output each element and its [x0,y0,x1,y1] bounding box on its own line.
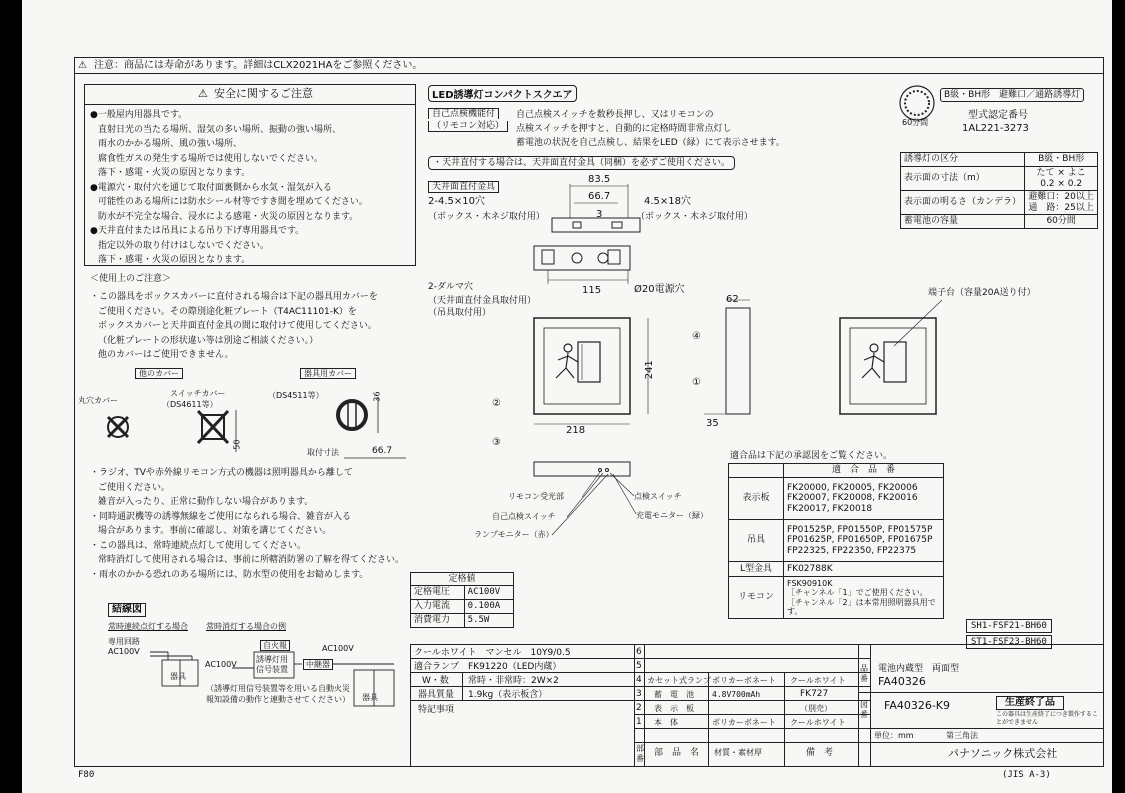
part-note: クールホワイト [790,676,846,685]
row-num: 4 [636,675,642,685]
fixture-rear [840,318,936,414]
wcount-value: 常時・非常時：2W×2 [468,676,559,686]
col-head-partno: 部番 [636,744,644,763]
ref-number-2: ST1-FSF23-BH60 [966,635,1052,649]
safety-line: 直射日光の当たる場所、湿気の多い場所、振動の強い場所、 [98,124,342,135]
daruma-label: 2-ダルマ穴 [428,282,473,292]
wiring-fixture-2: 器具 [362,693,378,702]
usage-line: ボックスカバーと天井面直付金具の間に取付けて使用してください。 [98,321,377,331]
wcount-label: W・数 [422,676,449,686]
hole-right-label: 4.5×18穴 [644,196,692,207]
part-note: FK727 [800,689,829,699]
ceiling-note: ・天井直付する場合は、天井面直付金具（同梱）を必ずご使用ください。 [428,156,735,170]
company-name: パナソニック株式会社 [948,747,1058,760]
usage-line: ・この器具をボックスカバーに直付される場合は下記の器具用カバーを [90,292,378,302]
usage-line: 他のカバーはご使用できません。 [98,350,234,360]
usage-line: ・同時通訳機等の誘導無線をご使用になられる場合、雑音が入る [90,511,352,522]
spec-table [900,152,1098,229]
safety-line: 指定以外の取り付けはしないでください。 [98,240,270,251]
callout-3: ③ [492,437,501,448]
compat-value: FSK90910K ［チャンネル「1」でご使用ください。 ［チャンネル「2」は本常用照明器具用です。 [784,577,944,619]
part-material: ポリカーボネート [712,718,776,727]
part-name: 本 体 [654,718,678,727]
rating-value: 0.100A [464,600,513,614]
wiring-dedicated-label: 専用回路 [108,637,140,646]
usage-line: ・雨水のかかる恐れのある場所には、防水型の使用をお勧めします。 [90,569,369,580]
wiring-ac-label-3: AC100V [322,644,354,653]
compat-value: FK20000, FK20005, FK20006 FK20007, FK20008, FK20016 FK20017, FK20018 [784,478,944,520]
usage-line: 雑音が入ったり、正常に動作しない場合があります。 [98,497,314,507]
safety-title: 安全に関するご注意 [214,87,313,100]
maru-cover-label: 丸穴カバー [78,396,118,405]
spec-value: 避難口：20以上 通 路：25以上 [1025,191,1098,215]
usage-line: 常時消灯して使用される場合は、事前に所轄消防署の了解を得てください。 [98,555,405,565]
mass-value: 1.9kg（表示板含） [468,690,548,700]
remote-receiver-label: リモコン受光部 [508,492,564,501]
spec-value: たて × よこ 0.2 × 0.2 [1025,167,1098,191]
cert-number: 1AL221-3273 [962,123,1029,134]
callout-2: ② [492,398,501,409]
usage-line: 場合があります。事前に確認し、対策を講じてください。 [98,526,332,536]
self-check-line: 自己点検スイッチを数秒長押し、又はリモコンの [516,110,714,120]
wiring-off-title: 常時消灯する場合の例 [206,622,286,631]
drawing-sheet [22,0,1112,793]
usage-line: ・ラジオ、TVや赤外線リモコン方式の機器は照明器具から離して [90,468,353,478]
usage-title: ＜使用上のご注意＞ [90,274,172,284]
wiring-signal-device-2: 信号装置 [256,665,288,674]
safety-warning-icon: ⚠ [198,87,208,100]
row-num: 3 [636,689,642,699]
wiring-note: （誘導灯用信号装置等を用いる自動火災 [206,684,350,693]
safety-line: 可能性のある場所には防水シール材等ですき間を埋めてください。 [98,197,368,207]
wiring-ac-label-2: AC100V [205,660,237,669]
footer-left: F80 [78,770,95,780]
dim-218: 218 [566,425,586,436]
charge-monitor-label: 充電モニター（緑） [636,511,708,520]
header-notice: 注意：商品には寿命があります。詳細はCLX2021HAをご参照ください。 [94,60,423,71]
safety-line: 落下・感電・火災の原因となります。 [98,255,251,265]
spec-label: 表示面の明るさ（カンデラ） [901,191,1025,215]
part-name: カセット式ランプ [647,676,711,685]
spec-value: B級・BH形 [1025,153,1098,167]
daruma-sub-1: （天井面直付金具取付用） [428,296,537,306]
col-head-name: 部 品 名 [654,748,700,758]
rating-value: 5.5W [464,614,513,628]
safety-line: 落下・感電・火災の原因となります。 [98,168,251,178]
unit-label: 単位：mm [874,731,914,740]
dim-115: 115 [582,285,602,296]
class-label: B級・BH形 避難口／通路誘導灯 [940,88,1084,102]
usage-line: ・この器具は、常時連続点灯して使用してください。 [90,540,307,551]
notice-warning-icon: ⚠ [78,60,87,71]
terminal-label: 端子台（容量20A送り付） [928,288,1036,298]
other-cover-label: 他のカバー [135,368,183,379]
spec-label: 誘導灯の区分 [901,153,1025,167]
compat-note: 適合品は下記の承認図をご覧ください。 [730,451,893,461]
compat-value: FP01525P, FP01550P, FP01575P FP01625P, FP01650P, FP01675P FP22325, FP22350, FP22375 [784,520,944,562]
wiring-fire-alarm: 自火報 [260,640,290,651]
drawing-label: 図番 [860,700,868,719]
wiring-relay: 中継器 [303,659,333,670]
bracket-label: 天井面直付金具 [428,181,499,193]
switch-cover-number: （DS4611等） [162,400,218,409]
wiring-title: 結線図 [108,603,146,617]
spec-value: 60分間 [1025,215,1098,229]
product-title: LED誘導灯コンパクトスクエア [428,85,577,102]
seal-text: 60分間 [902,118,929,127]
wiring-ac-label: AC100V [108,647,140,656]
wiring-note-2: 報知設備の動作と連動させてください） [206,695,350,704]
lamp-monitor-label: ランプモニター（赤） [474,530,554,539]
rating-title: 定格値 [411,573,514,586]
daruma-sub-2: （吊具取付用） [428,308,492,318]
self-check-switch-label: 自己点検スイッチ [492,512,556,521]
hole-right-sub: （ボックス・木ネジ取付用） [636,212,753,222]
rating-table [410,572,514,628]
ref-number-1: SH1-FSF21-BH60 [966,619,1052,633]
product-desc: 電池内蔵型 両面型 [878,664,960,674]
special-notes: 特記事項 [418,705,455,715]
usage-line: ご使用ください。その際別途化粧プレート（T4AC11101-K）を [98,306,357,317]
self-check-badge: 自己点検機能付 [428,108,499,119]
row-num: 6 [636,647,642,657]
spec-label: 表示面の寸法（m） [901,167,1025,191]
self-check-line: 蓄電池の状況を自己点検し、結果をLED（緑）にて表示させます。 [516,138,785,148]
compat-label: 吊具 [729,520,784,562]
wiring-continuous-title: 常時連続点灯する場合 [108,622,188,631]
dim-66-7-cover: 66.7 [372,446,393,456]
part-material: 4.8V700mAh [712,690,761,699]
remote-badge: （リモコン対応） [428,121,508,132]
fixture-side [726,308,750,414]
dim-50: 50 [232,439,242,450]
spec-label: 蓄電池の容量 [901,215,1025,229]
mount-dimension-label: 取付寸法 [307,448,339,457]
check-switch-label: 点検スイッチ [634,492,682,501]
dim-241: 241 [643,360,655,380]
mass-label: 器具質量 [418,690,455,700]
row-num: 2 [636,703,642,713]
safety-line: 腐食性ガスの発生する場所では使用しないでください。 [98,153,324,164]
rating-label: 定格電圧 [411,586,465,600]
callout-1: ① [692,377,701,388]
compat-value: FK02788K [784,562,944,577]
cert-title: 型式認定番号 [968,110,1028,121]
power-hole-label: Ø20電源穴 [634,284,685,295]
product-label: 品番 [860,664,868,683]
compat-table [728,463,944,619]
projection-label: 第三角法 [946,731,978,740]
color-row: クールホワイト マンセル 10Y9/0.5 [414,648,571,658]
dim-83-5: 83.5 [588,174,611,185]
row-num: 5 [636,661,642,671]
exit-running-man-icon [556,342,600,382]
hole-left-sub: （ボックス・木ネジ取付用） [428,212,545,222]
dim-62: 62 [726,294,739,305]
callout-4: ④ [692,331,701,342]
wiring-fixture: 器具 [170,672,186,681]
safety-line: 防水が不完全な場合、浸水による感電・火災の原因となります。 [98,211,359,222]
fixture-bottom [534,462,630,476]
switch-cover-label: スイッチカバー [170,389,226,398]
product-number: FA40326 [878,675,926,688]
fixture-drawings [22,0,1112,560]
safety-line: ●一般屋内用器具です。 [90,110,188,120]
usage-line: ご使用ください。 [98,482,171,493]
col-head-material: 材質・素材厚 [714,748,762,757]
part-name: 蓄 電 池 [654,690,694,699]
wiring-signal-device: 誘導灯用 [256,655,288,664]
safety-line: ●天井直付または吊具による吊り下げ専用器具です。 [90,226,305,236]
drawing-number: FA40326-K9 [884,699,951,712]
certification-seal-icon [898,84,936,122]
part-material: ポリカーボネート [712,676,776,685]
usage-line: （化粧プレートの形状違い等は別途ご相談ください。） [98,335,319,346]
row-num: 1 [636,717,642,727]
discontinued-badge: 生産終了品 [996,696,1064,710]
self-check-line: 点検スイッチを押すと、自動的に定格時間非常点灯し [516,124,732,134]
ceiling-bracket [552,218,640,232]
dim-66-7: 66.7 [588,191,611,202]
compat-label: 表示板 [729,478,784,520]
dim-3: 3 [596,209,603,220]
part-note: クールホワイト [790,718,846,727]
part-name: 表 示 板 [654,704,694,713]
rating-label: 消費電力 [411,614,465,628]
col-head-notes: 備 考 [806,748,834,758]
dim-36: 36 [372,391,382,402]
rating-value: AC100V [464,586,513,600]
discontinued-note: この器具は生産終了につき製作することができません [996,711,1098,726]
fixture-cover-number: （DS4511等） [268,391,324,400]
compat-label: L型金具 [729,562,784,577]
compat-header: 適 合 品 番 [784,464,944,478]
hole-left-label: 2-4.5×10穴 [428,196,485,207]
compat-label: リモコン [729,577,784,619]
footer-right: (JIS A-3) [1002,770,1051,780]
dim-35: 35 [706,418,719,429]
fixture-cover-label: 器具用カバー [300,368,356,379]
lamp-row: 適合ランプ FK91220（LED内蔵） [414,662,562,672]
safety-line: ●電源穴・取付穴を通じて取付面裏側から水気・湿気が入る [90,182,332,193]
safety-line: 雨水のかかる場所、風の強い場所、 [98,139,243,149]
part-note: （別売） [800,704,832,713]
rating-label: 入力電流 [411,600,465,614]
